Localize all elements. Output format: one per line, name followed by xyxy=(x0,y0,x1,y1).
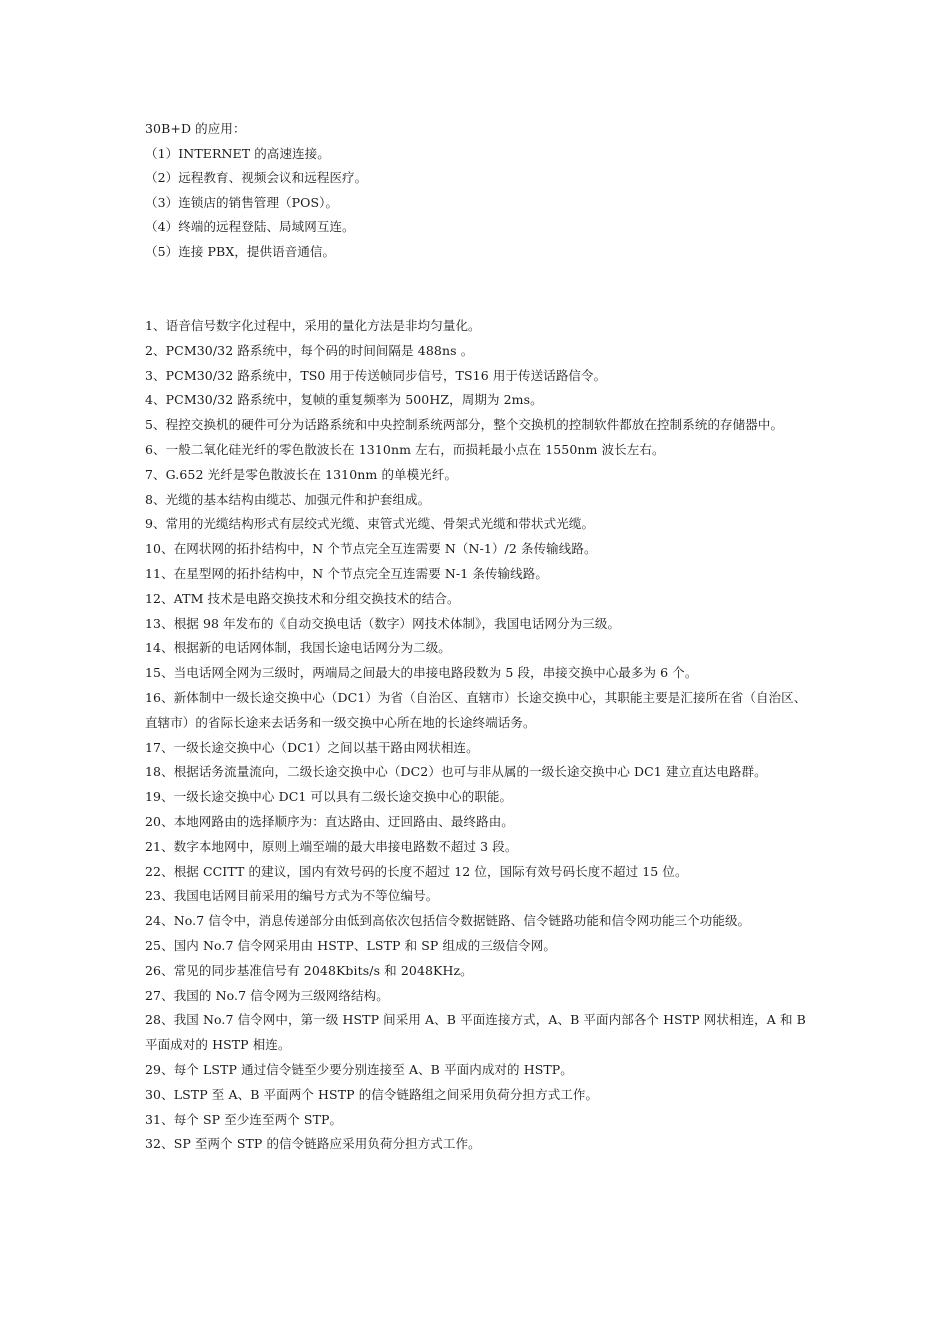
list-item: 20、本地网路由的选择顺序为：直达路由、迂回路由、最终路由。 xyxy=(145,813,514,829)
list-item: 16、新体制中一级长途交换中心（DC1）为省（自治区、直辖市）长途交换中心，其职能主要是汇接所在省（自治区、直辖市）的省际长途来去话务和一级交换中心所在地的长途终端话务。 xyxy=(145,689,807,730)
list-item: 7、G.652 光纤是零色散波长在 1310nm 的单模光纤。 xyxy=(145,466,458,482)
list-item: 31、每个 SP 至少连至两个 STP。 xyxy=(145,1111,343,1127)
intro-section xyxy=(145,117,807,265)
intro-item: （1）INTERNET 的高速连接。 xyxy=(145,145,330,161)
list-item: 11、在星型网的拓扑结构中，N 个节点完全互连需要 N-1 条传输线路。 xyxy=(145,565,548,581)
list-item: 23、我国电话网目前采用的编号方式为不等位编号。 xyxy=(145,888,439,904)
list-item: 21、数字本地网中，原则上端至端的最大串接电路数不超过 3 段。 xyxy=(145,838,518,854)
list-item: 8、光缆的基本结构由缆芯、加强元件和护套组成。 xyxy=(145,491,431,507)
list-item: 28、我国 No.7 信令网中，第一级 HSTP 间采用 A、B 平面连接方式，A、B 平面内部各个 HSTP 网状相连，A 和 B 平面成对的 HSTP 相连。 xyxy=(145,1012,806,1053)
list-item: 5、程控交换机的硬件可分为话路系统和中央控制系统两部分，整个交换机的控制软件都放在控制系统的存储器中。 xyxy=(145,417,784,433)
list-item: 29、每个 LSTP 通过信令链至少要分别连接至 A、B 平面内成对的 HSTP。 xyxy=(145,1061,573,1077)
list-item: 27、我国的 No.7 信令网为三级网络结构。 xyxy=(145,987,389,1003)
intro-item: （3）连锁店的销售管理（POS）。 xyxy=(145,194,339,210)
list-item: 25、国内 No.7 信令网采用由 HSTP、LSTP 和 SP 组成的三级信令网。 xyxy=(145,937,556,953)
list-item: 30、LSTP 至 A、B 平面两个 HSTP 的信令链路组之间采用负荷分担方式工作。 xyxy=(145,1086,599,1102)
list-item: 4、PCM30/32 路系统中，复帧的重复频率为 500HZ，周期为 2ms。 xyxy=(145,392,543,408)
list-item: 2、PCM30/32 路系统中，每个码的时间间隔是 488ns 。 xyxy=(145,342,474,358)
intro-title: 30B+D 的应用： xyxy=(145,121,246,136)
list-item: 1、语音信号数字化过程中，采用的量化方法是非均匀量化。 xyxy=(145,318,481,333)
intro-item: （2）远程教育、视频会议和远程医疗。 xyxy=(145,170,368,186)
list-item: 19、一级长途交换中心 DC1 可以具有二级长途交换中心的职能。 xyxy=(145,789,513,805)
numbered-list xyxy=(145,314,807,1157)
list-item: 12、ATM 技术是电路交换技术和分组交换技术的结合。 xyxy=(145,590,460,606)
list-item: 26、常见的同步基准信号有 2048Kbits/s 和 2048KHz。 xyxy=(145,962,473,978)
list-item: 17、一级长途交换中心（DC1）之间以基干路由网状相连。 xyxy=(145,739,479,755)
list-item: 24、No.7 信令中，消息传递部分由低到高依次包括信令数据链路、信令链路功能和信令网功能三个功能级。 xyxy=(145,913,751,929)
intro-item: （4）终端的远程登陆、局域网互连。 xyxy=(145,219,355,235)
list-item: 18、根据话务流量流向，二级长途交换中心（DC2）也可与非从属的一级长途交换中心 DC1 建立直达电路群。 xyxy=(145,764,767,780)
list-item: 14、根据新的电话网体制，我国长途电话网分为二级。 xyxy=(145,640,451,656)
list-item: 6、一般二氧化硅光纤的零色散波长在 1310nm 左右，而损耗最小点在 1550nm 波长左右。 xyxy=(145,441,665,457)
list-item: 3、PCM30/32 路系统中，TS0 用于传送帧同步信号，TS16 用于传送话路信令。 xyxy=(145,367,607,383)
list-item: 15、当电话网全网为三级时，两端局之间最大的串接电路段数为 5 段，串接交换中心最多为 6 个。 xyxy=(145,665,698,681)
intro-item: （5）连接 PBX，提供语音通信。 xyxy=(145,243,336,259)
list-item: 32、SP 至两个 STP 的信令链路应采用负荷分担方式工作。 xyxy=(145,1136,481,1152)
list-item: 22、根据 CCITT 的建议，国内有效号码的长度不超过 12 位，国际有效号码长度不超过 15 位。 xyxy=(145,863,688,879)
list-item: 10、在网状网的拓扑结构中，N 个节点完全互连需要 N（N-1）/2 条传输线路。 xyxy=(145,541,597,557)
list-item: 9、常用的光缆结构形式有层绞式光缆、束管式光缆、骨架式光缆和带状式光缆。 xyxy=(145,516,595,532)
list-item: 13、根据 98 年发布的《自动交换电话（数字）网技术体制》，我国电话网分为三级。 xyxy=(145,615,621,631)
